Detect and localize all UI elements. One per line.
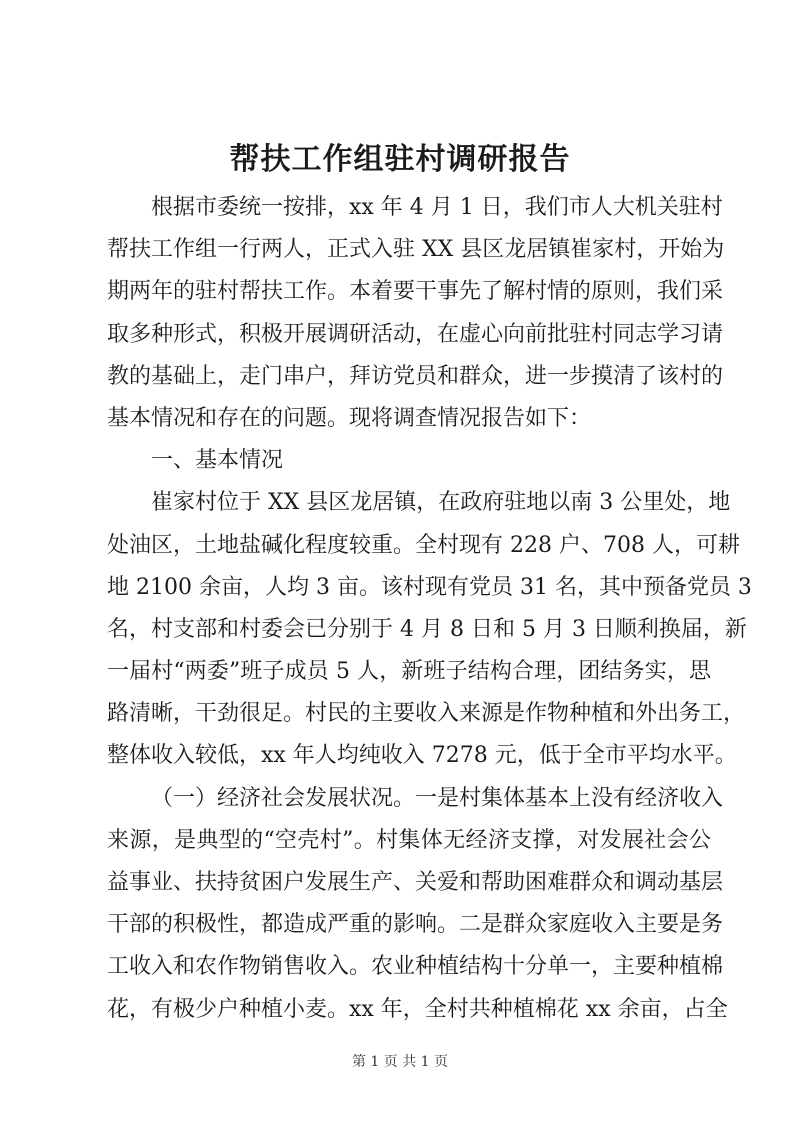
paragraph-line: 地 2100 余亩，人均 3 亩。该村现有党员 31 名，其中预备党员 3 (107, 574, 752, 600)
paragraph-line: 根据市委统一按排，xx 年 4 月 1 日，我们市人大机关驻村 (151, 195, 723, 220)
paragraph-line: （一）经济社会发展状况。一是村集体基本上没有经济收入 (151, 785, 724, 811)
section-heading: 一、基本情况 (151, 448, 284, 474)
document-body (107, 187, 752, 1031)
paragraph-line: 处油区，土地盐碱化程度较重。全村现有 228 户、708 人，可耕 (107, 532, 740, 558)
paragraph-line: 工收入和农作物销售收入。农业种植结构十分单一，主要种植棉 (107, 954, 724, 980)
paragraph-line: 名，村支部和村委会已分别于 4 月 8 日和 5 月 3 日顺利换届，新 (107, 616, 747, 642)
paragraph-line: 益事业、扶持贫困户发展生产、关爱和帮助困难群众和调动基层 (107, 870, 724, 895)
paragraph-line: 教的基础上，走门串户，拜访党员和群众，进一步摸清了该村的 (107, 363, 724, 389)
paragraph-line: 取多种形式，积极开展调研活动，在虚心向前批驻村同志学习请 (107, 321, 724, 347)
paragraph-line: 期两年的驻村帮扶工作。本着要干事先了解村情的原则，我们采 (107, 279, 724, 305)
paragraph-line: 帮扶工作组一行两人，正式入驻 XX 县区龙居镇崔家村，开始为 (107, 237, 725, 263)
document-title: 帮扶工作组驻村调研报告 (229, 142, 571, 177)
paragraph-line: 基本情况和存在的问题。现将调查情况报告如下： (107, 405, 592, 431)
paragraph-line: 来源，是典型的“空壳村”。村集体无经济支撑，对发展社会公 (107, 827, 711, 853)
paragraph-line: 崔家村位于 XX 县区龙居镇，在政府驻地以南 3 公里处，地 (151, 490, 731, 516)
paragraph-line: 花，有极少户种植小麦。xx 年，全村共种植棉花 xx 余亩，占全 (107, 996, 728, 1022)
paragraph-line: 整体收入较低，xx 年人均纯收入 7278 元，低于全市平均水平。 (107, 743, 737, 769)
paragraph-line: 干部的积极性，都造成严重的影响。二是群众家庭收入主要是务 (107, 912, 724, 938)
page-number-footer: 第 1 页 共 1 页 (351, 1054, 449, 1070)
paragraph-line: 一届村“两委”班子成员 5 人，新班子结构合理，团结务实，思 (107, 659, 711, 685)
paragraph-line: 路清晰，干劲很足。村民的主要收入来源是作物种植和外出务工， (107, 701, 746, 727)
